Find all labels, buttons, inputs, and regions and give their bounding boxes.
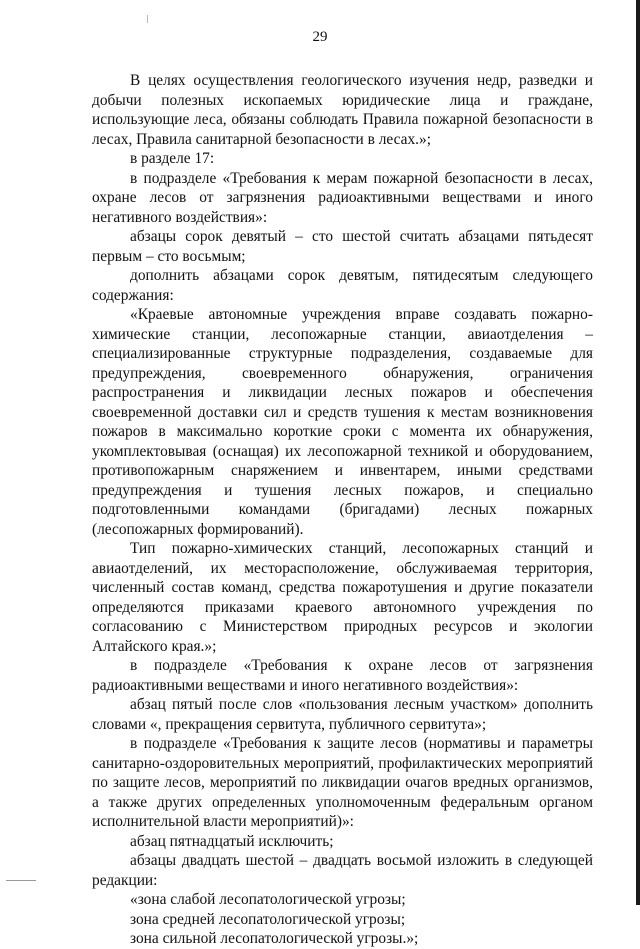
paragraph: абзац пятый после слов «пользования лесным участком» дополнить словами «, прекращения сервитута, публичного сервитута»; — [92, 696, 593, 733]
scan-mark — [147, 15, 148, 23]
paragraph: в подразделе «Требования к защите лесов (нормативы и параметры санитарно-оздоровительных мероприятий, профилактических мероприятий по защите лесов, мероприятий по ликвидации очагов вредных организмов, а также других определенных уполномоченным федеральным органом исполнительной власти мероприятий)»: — [92, 735, 593, 830]
paragraph: «зона слабой лесопатологической угрозы; — [130, 891, 406, 908]
document-body — [92, 71, 593, 949]
paragraph: зона сильной лесопатологической угрозы.»; — [130, 930, 419, 947]
scan-edge-bar — [636, 0, 640, 905]
page-number: 29 — [312, 29, 328, 45]
paragraph: Тип пожарно-химических станций, лесопожарных станций и авиаотделений, их месторасположение, обслуживаемая территория, численный состав команд, средства пожаротушения и другие показатели определяются приказами краевого автономного учреждения по согласованию с Министерством природных ресурсов и экологии Алтайского края.»; — [92, 540, 593, 655]
paragraph: зона средней лесопатологической угрозы; — [130, 910, 406, 928]
paragraph: дополнить абзацами сорок девятым, пятидесятым следующего содержания: — [92, 267, 593, 304]
scan-mark — [6, 880, 36, 881]
paragraph: «Краевые автономные учреждения вправе создавать пожарно-химические станции, лесопожарные станции, авиаотделения – специализированные структурные подразделения, создаваемые для предупреждения, своевременного обнаружения, ограничения распространения и ликвидации лесных пожаров и обеспечения своевременной доставки сил и средств тушения к местам возникновения пожаров в максимально короткие сроки с момента их обнаружения, укомплектовывая (оснащая) их лесопожарной техникой и оборудованием, противопожарным снаряжением и инвентарем, иными средствами предупреждения и тушения лесных пожаров, и специально подготовленными командами (бригадами) лесных пожарных (лесопожарных формирований). — [92, 306, 593, 538]
paragraph: в подразделе «Требования к мерам пожарной безопасности в лесах, охране лесов от загрязнения радиоактивными веществами и иного негативного воздействия»: — [92, 169, 593, 226]
paragraph: абзацы двадцать шестой – двадцать восьмой изложить в следующей редакции: — [92, 852, 593, 889]
paragraph: в разделе 17: — [130, 150, 215, 167]
paragraph: абзац пятнадцатый исключить; — [130, 832, 334, 850]
paragraph: В целях осуществления геологического изучения недр, разведки и добычи полезных ископаемых юридические лица и граждане, использующие леса, обязаны соблюдать Правила пожарной безопасности в лесах, Правила санитарной безопасности в лесах.»; — [92, 72, 593, 148]
paragraph: абзацы сорок девятый – сто шестой считать абзацами пятьдесят первым – сто восьмым; — [92, 228, 593, 265]
paragraph: в подразделе «Требования к охране лесов от загрязнения радиоактивными веществами и иного негативного воздействия»: — [92, 657, 593, 694]
